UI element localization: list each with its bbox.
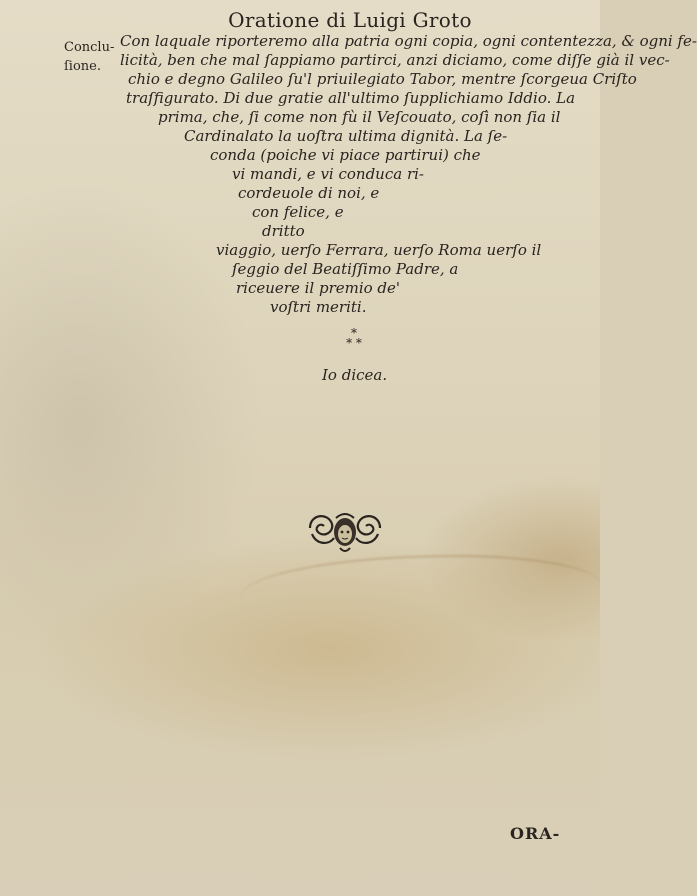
marginal-note-line: ſione. [64,59,101,74]
text-line: conda (poiche vi piace partirui) che [210,146,481,164]
text-line: viaggio, uerſo Ferrara, uerſo Roma uerſo il [216,241,542,259]
text-line: riceuere il premio de' [236,279,401,297]
text-line: licità, ben che mal ſappiamo partirci, anzi diciamo, come diſſe già il vec- [120,51,670,69]
text-line: voſtri meriti. [270,298,367,316]
asterism-bottom: * * [346,336,362,350]
text-line: traſfigurato. Di due gratie all'ultimo ſupplichiamo Iddio. La [126,89,576,107]
text-line: dritto [262,222,305,240]
closing-line: Io dicea. [322,366,388,384]
marginal-note [64,38,114,76]
marginal-note-line: Conclu- [64,40,115,55]
text-line: Con laquale riporteremo alla patria ogni copia, ogni contentezza, & ogni fe- [120,32,697,50]
text-line: vi mandi, e vi conduca ri- [232,165,424,183]
text-line: con felice, e [252,203,344,221]
water-stain [240,555,600,627]
text-line: cordeuole di noi, e [238,184,380,202]
text-line: prima, che, ſi come non fù il Veſcouato, coſì non ſia il [158,108,561,126]
text-line: Cardinalato la uoſtra ultima dignità. La ſe- [184,127,508,145]
catchword: ORA- [510,824,561,843]
text-line: ſeggio del Beatiſſimo Padre, a [232,260,459,278]
text-line: chio e degno Galileo ſu'l priuilegiato Tabor, mentre ſcorgeua Criſto [128,70,637,88]
body-text [120,32,697,317]
asterism [336,328,372,348]
running-title: Oratione di Luigi Groto [228,8,472,32]
asterism-top: * [351,326,357,340]
head-ornament-icon [306,508,384,560]
